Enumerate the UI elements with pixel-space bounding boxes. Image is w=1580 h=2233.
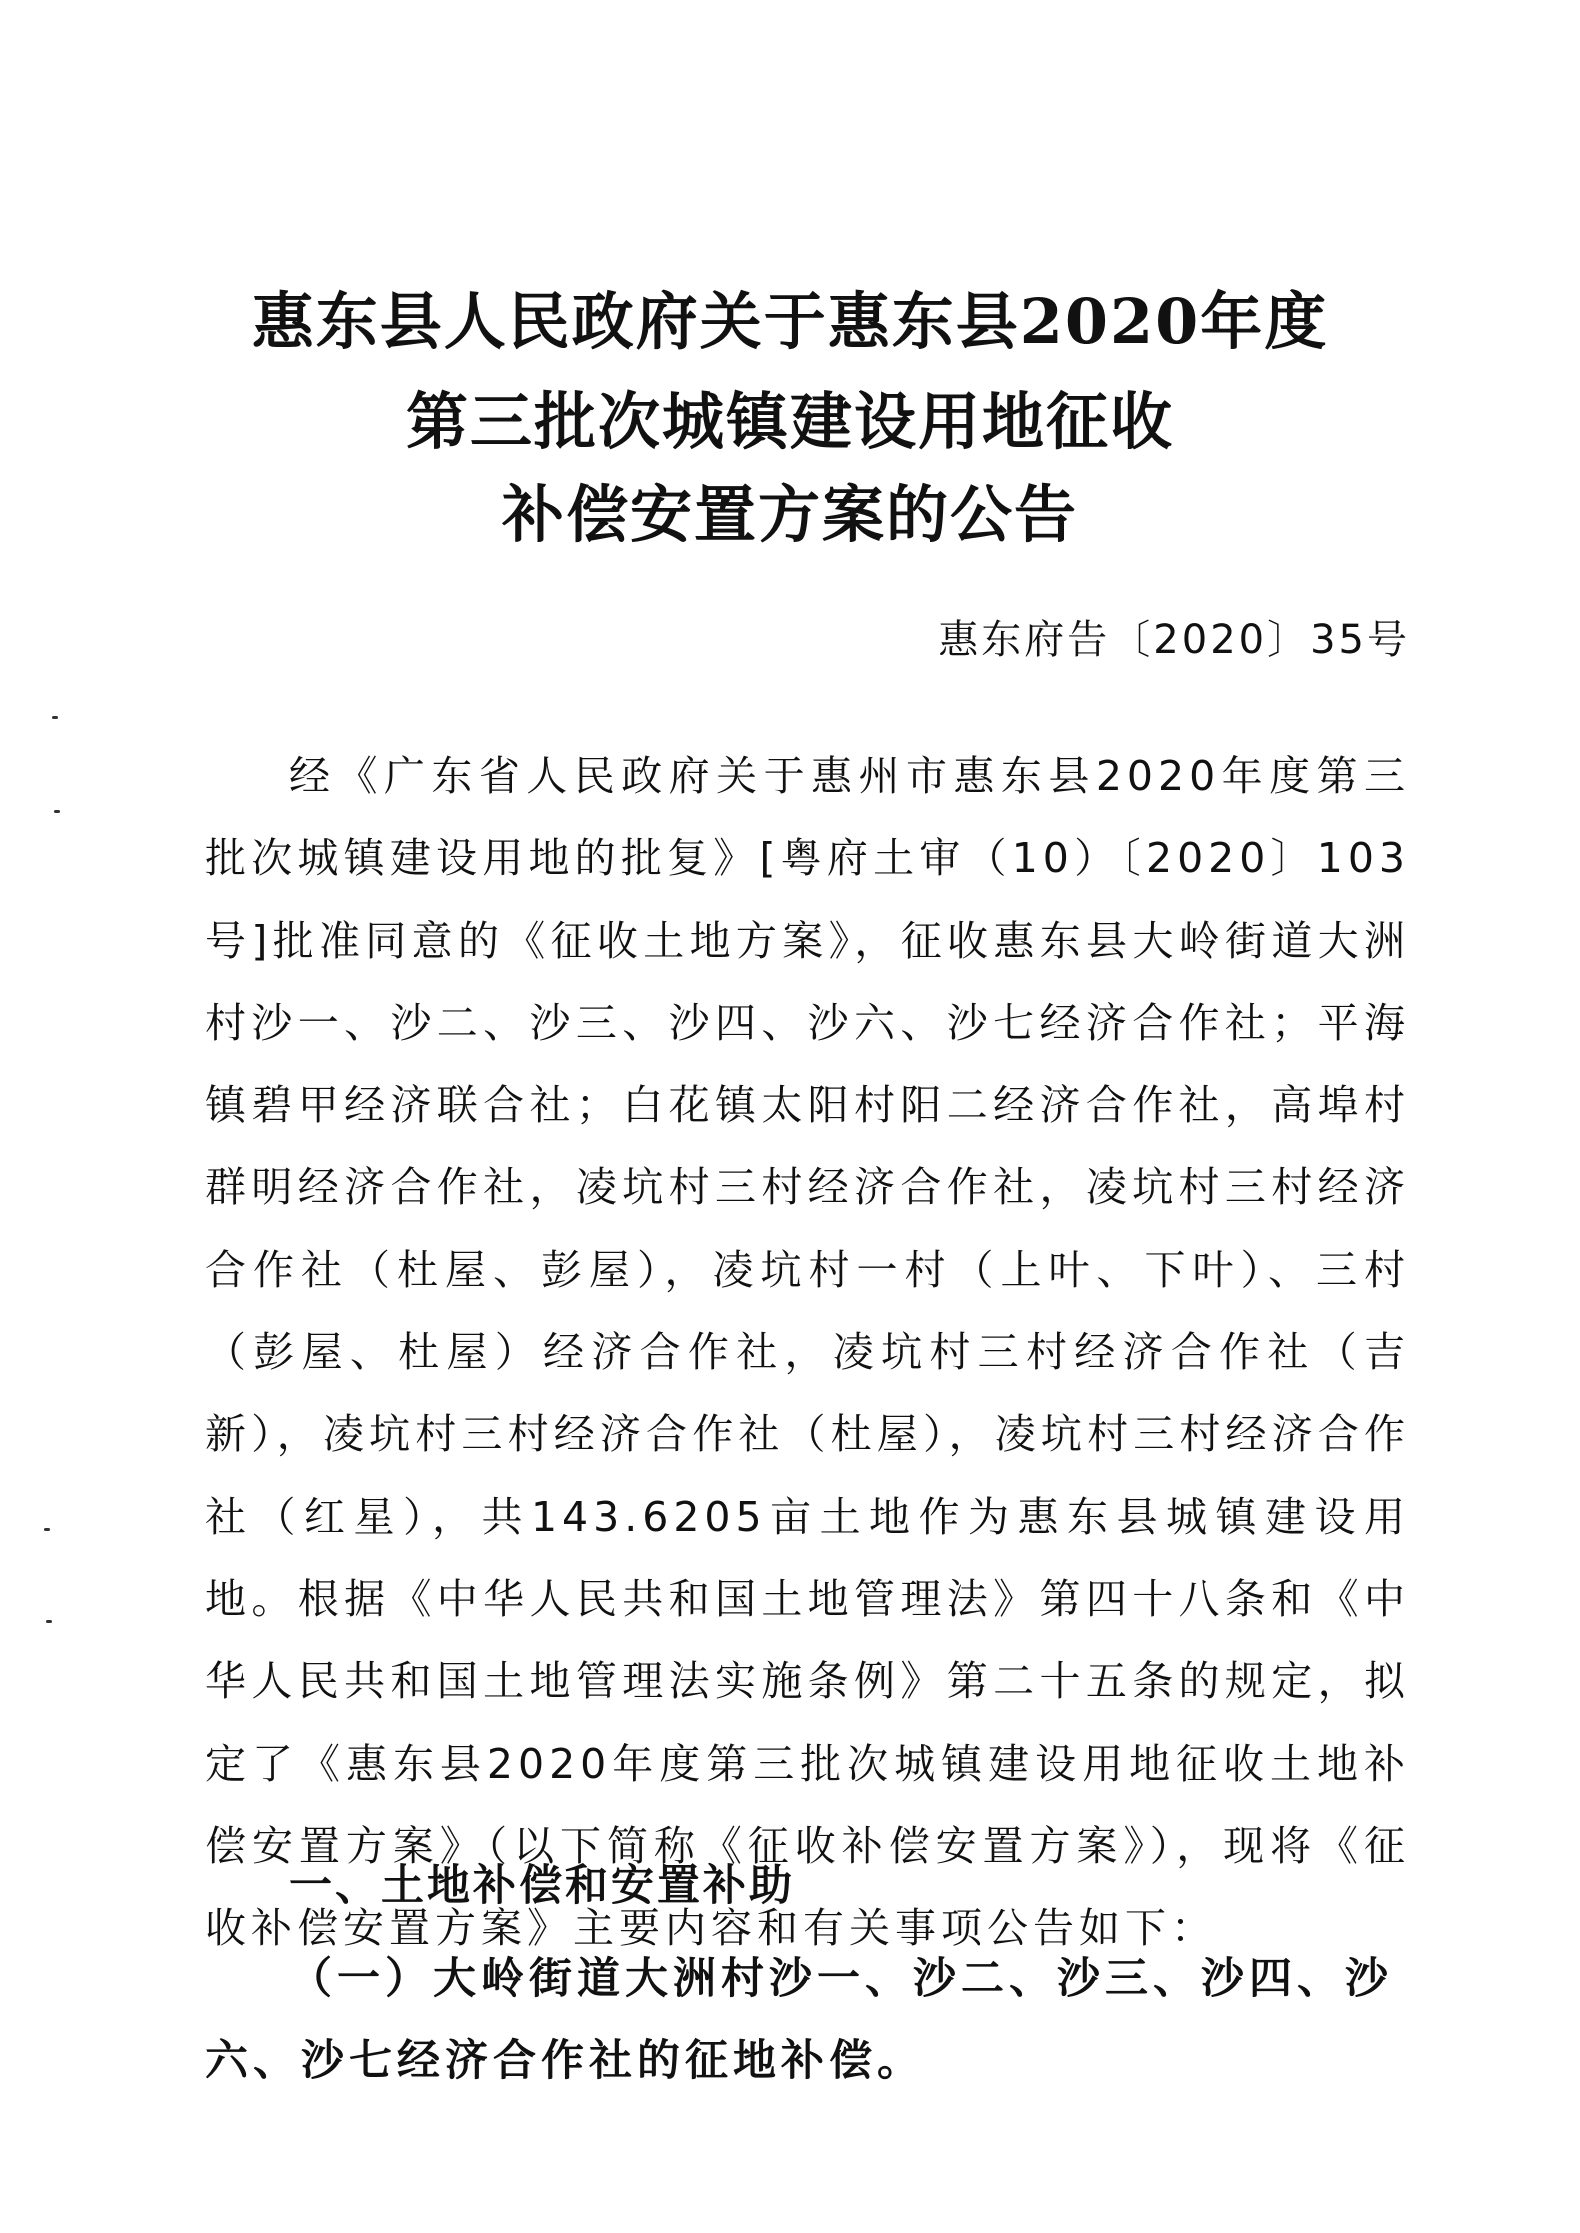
title-line-1: 惠东县人民政府关于惠东县2020年度: [251, 285, 1329, 358]
scan-speck: [46, 1620, 52, 1623]
subsection-heading: （一）大岭街道大洲村沙一、沙二、沙三、沙四、沙六、沙七经济合作社的征地补偿。: [205, 1954, 1393, 2086]
scan-speck: [44, 1528, 50, 1531]
title-line-3: 补偿安置方案的公告: [501, 478, 1078, 551]
scan-speck: [54, 810, 60, 813]
title-line-2: 第三批次城镇建设用地征收: [405, 385, 1174, 458]
scan-speck: [52, 716, 58, 719]
document-number: 惠东府告〔2020〕35号: [938, 617, 1410, 663]
section-heading: 一、土地补偿和安置补助: [289, 1861, 795, 1911]
body-paragraph: 经《广东省人民政府关于惠州市惠东县2020年度第三批次城镇建设用地的批复》[粤府土审（10）〔2020〕103号]批准同意的《征收土地方案》，征收惠东县大岭街道大洲村沙一、沙二、沙三、沙四、沙六、沙七经济合作社；平海镇碧甲经济联合社；白花镇太阳村阳二经济合作社，高埠村群明经济合作社，凌坑村三村经济合作社，凌坑村三村经济合作社（杜屋、彭屋），凌坑村一村（上叶、下叶）、三村（彭屋、杜屋）经济合作社，凌坑村三村经济合作社（吉新），凌坑村三村经济合作社（杜屋），凌坑村三村经济合作社（红星），共143.6205亩土地作为惠东县城镇建设用地。根据《中华人民共和国土地管理法》第四十八条和《中华人民共和国土地管理法实施条例》第二十五条的规定，拟定了《惠东县2020年度第三批次城镇建设用地征收土地补偿安置方案》（以下简称《征收补偿安置方案》），现将《征收补偿安置方案》主要内容和有关事项公告如下：: [205, 752, 1410, 1953]
